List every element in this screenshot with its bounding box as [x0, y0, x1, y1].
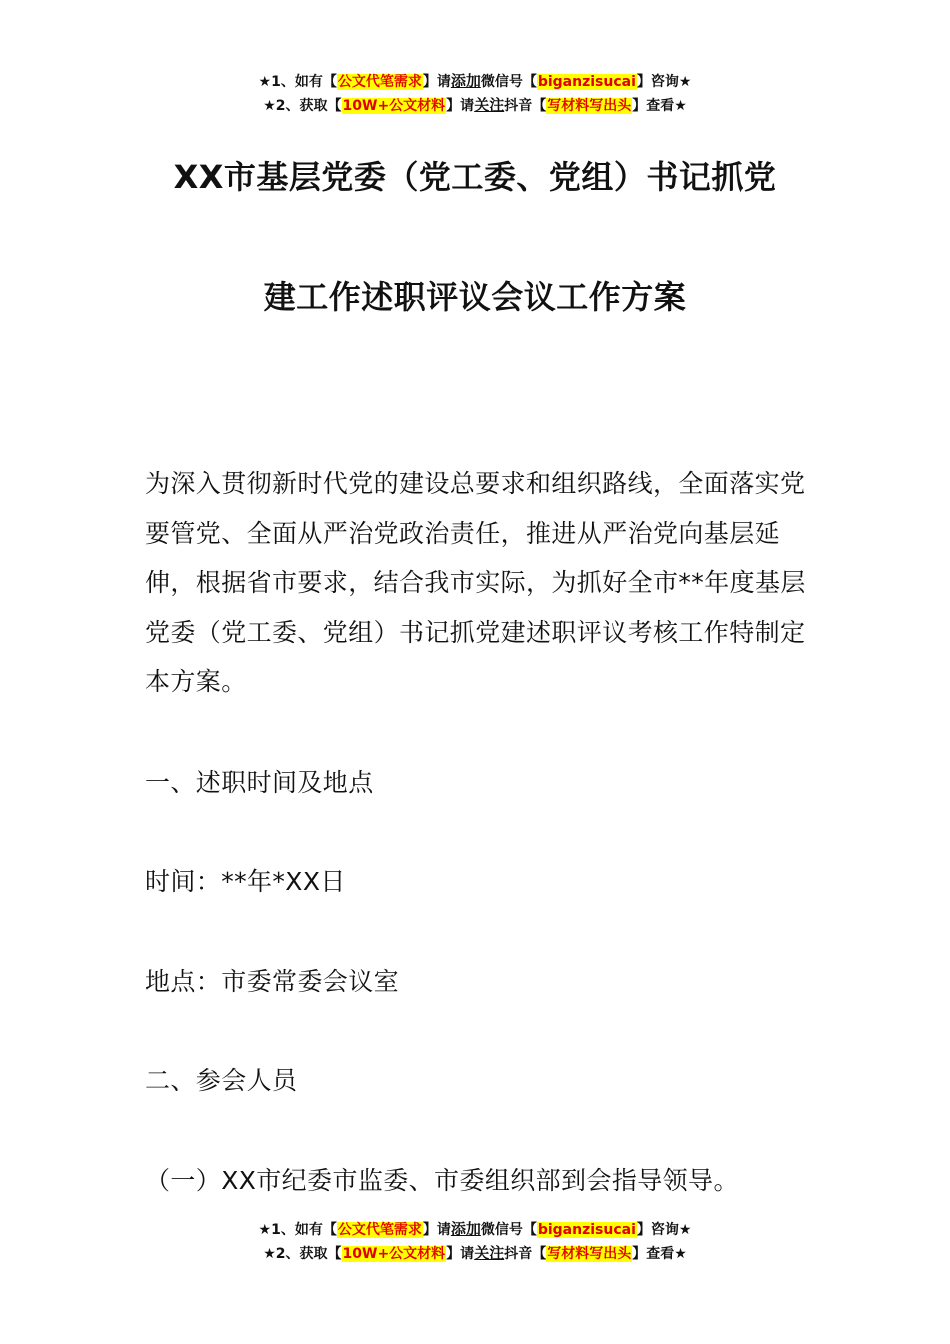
promo-text: ★1、如有【 — [258, 74, 337, 90]
promo-text: 】查看★ — [632, 1246, 687, 1262]
promo-text: 】咨询★ — [636, 74, 692, 90]
promo-text: 抖音【 — [504, 1246, 547, 1262]
promo-text: ★1、如有【 — [258, 1222, 337, 1238]
meeting-time: 时间：**年*XX日 — [145, 867, 346, 896]
promo-highlight-douyin: 写材料写出头 — [547, 98, 632, 114]
promo-highlight-douyin: 写材料写出头 — [547, 1246, 632, 1262]
promo-highlight: 公文代笔需求 — [337, 74, 422, 90]
promo-text: ★2、获取【 — [263, 1246, 342, 1262]
promo-text: 抖音【 — [504, 98, 547, 114]
promo-text: 】查看★ — [632, 98, 687, 114]
promo-text: 】请 — [422, 74, 451, 90]
promo-text: 微信号【 — [480, 74, 537, 90]
document-title-line-1: XX市基层党委（党工委、党组）书记抓党 — [173, 158, 777, 196]
attendee-item-1: （一）XX市纪委市监委、市委组织部到会指导领导。 — [145, 1166, 739, 1195]
promo-text: 】请 — [446, 98, 475, 114]
section-heading-1: 一、述职时间及地点 — [145, 768, 374, 797]
promo-highlight-wechat-id: biganzisucai — [537, 74, 636, 90]
promo-highlight: 10W+公文材料 — [342, 1246, 446, 1262]
promo-underline: 添加 — [450, 1220, 481, 1238]
promo-line-2 — [0, 1242, 950, 1266]
promo-highlight: 公文代笔需求 — [337, 1222, 422, 1238]
promo-text: 】请 — [446, 1246, 475, 1262]
promo-highlight-wechat-id: biganzisucai — [537, 1222, 636, 1238]
promo-text: ★2、获取【 — [263, 98, 342, 114]
promo-underline: 关注 — [474, 96, 505, 114]
promo-line-1 — [0, 1218, 950, 1242]
document-title-line-2: 建工作述职评议会议工作方案 — [263, 278, 687, 316]
bottom-promo-banner — [0, 1218, 950, 1266]
intro-paragraph: 为深入贯彻新时代党的建设总要求和组织路线，全面落实党要管党、全面从严治党政治责任，推进从严治党向基层延伸，根据省市要求，结合我市实际，为抓好全市**年度基层党委（党工委、党组）书记抓党建述职评议考核工作特制定本方案。 — [145, 469, 806, 696]
promo-underline: 添加 — [450, 72, 481, 90]
promo-line-1 — [0, 70, 950, 94]
meeting-place: 地点：市委常委会议室 — [145, 967, 400, 996]
section-heading-2: 二、参会人员 — [145, 1066, 298, 1095]
promo-text: 微信号【 — [480, 1222, 537, 1238]
promo-text: 】请 — [422, 1222, 451, 1238]
promo-text: 】咨询★ — [636, 1222, 692, 1238]
promo-highlight: 10W+公文材料 — [342, 98, 446, 114]
top-promo-banner — [0, 70, 950, 118]
promo-line-2 — [0, 94, 950, 118]
promo-underline: 关注 — [474, 1244, 505, 1262]
